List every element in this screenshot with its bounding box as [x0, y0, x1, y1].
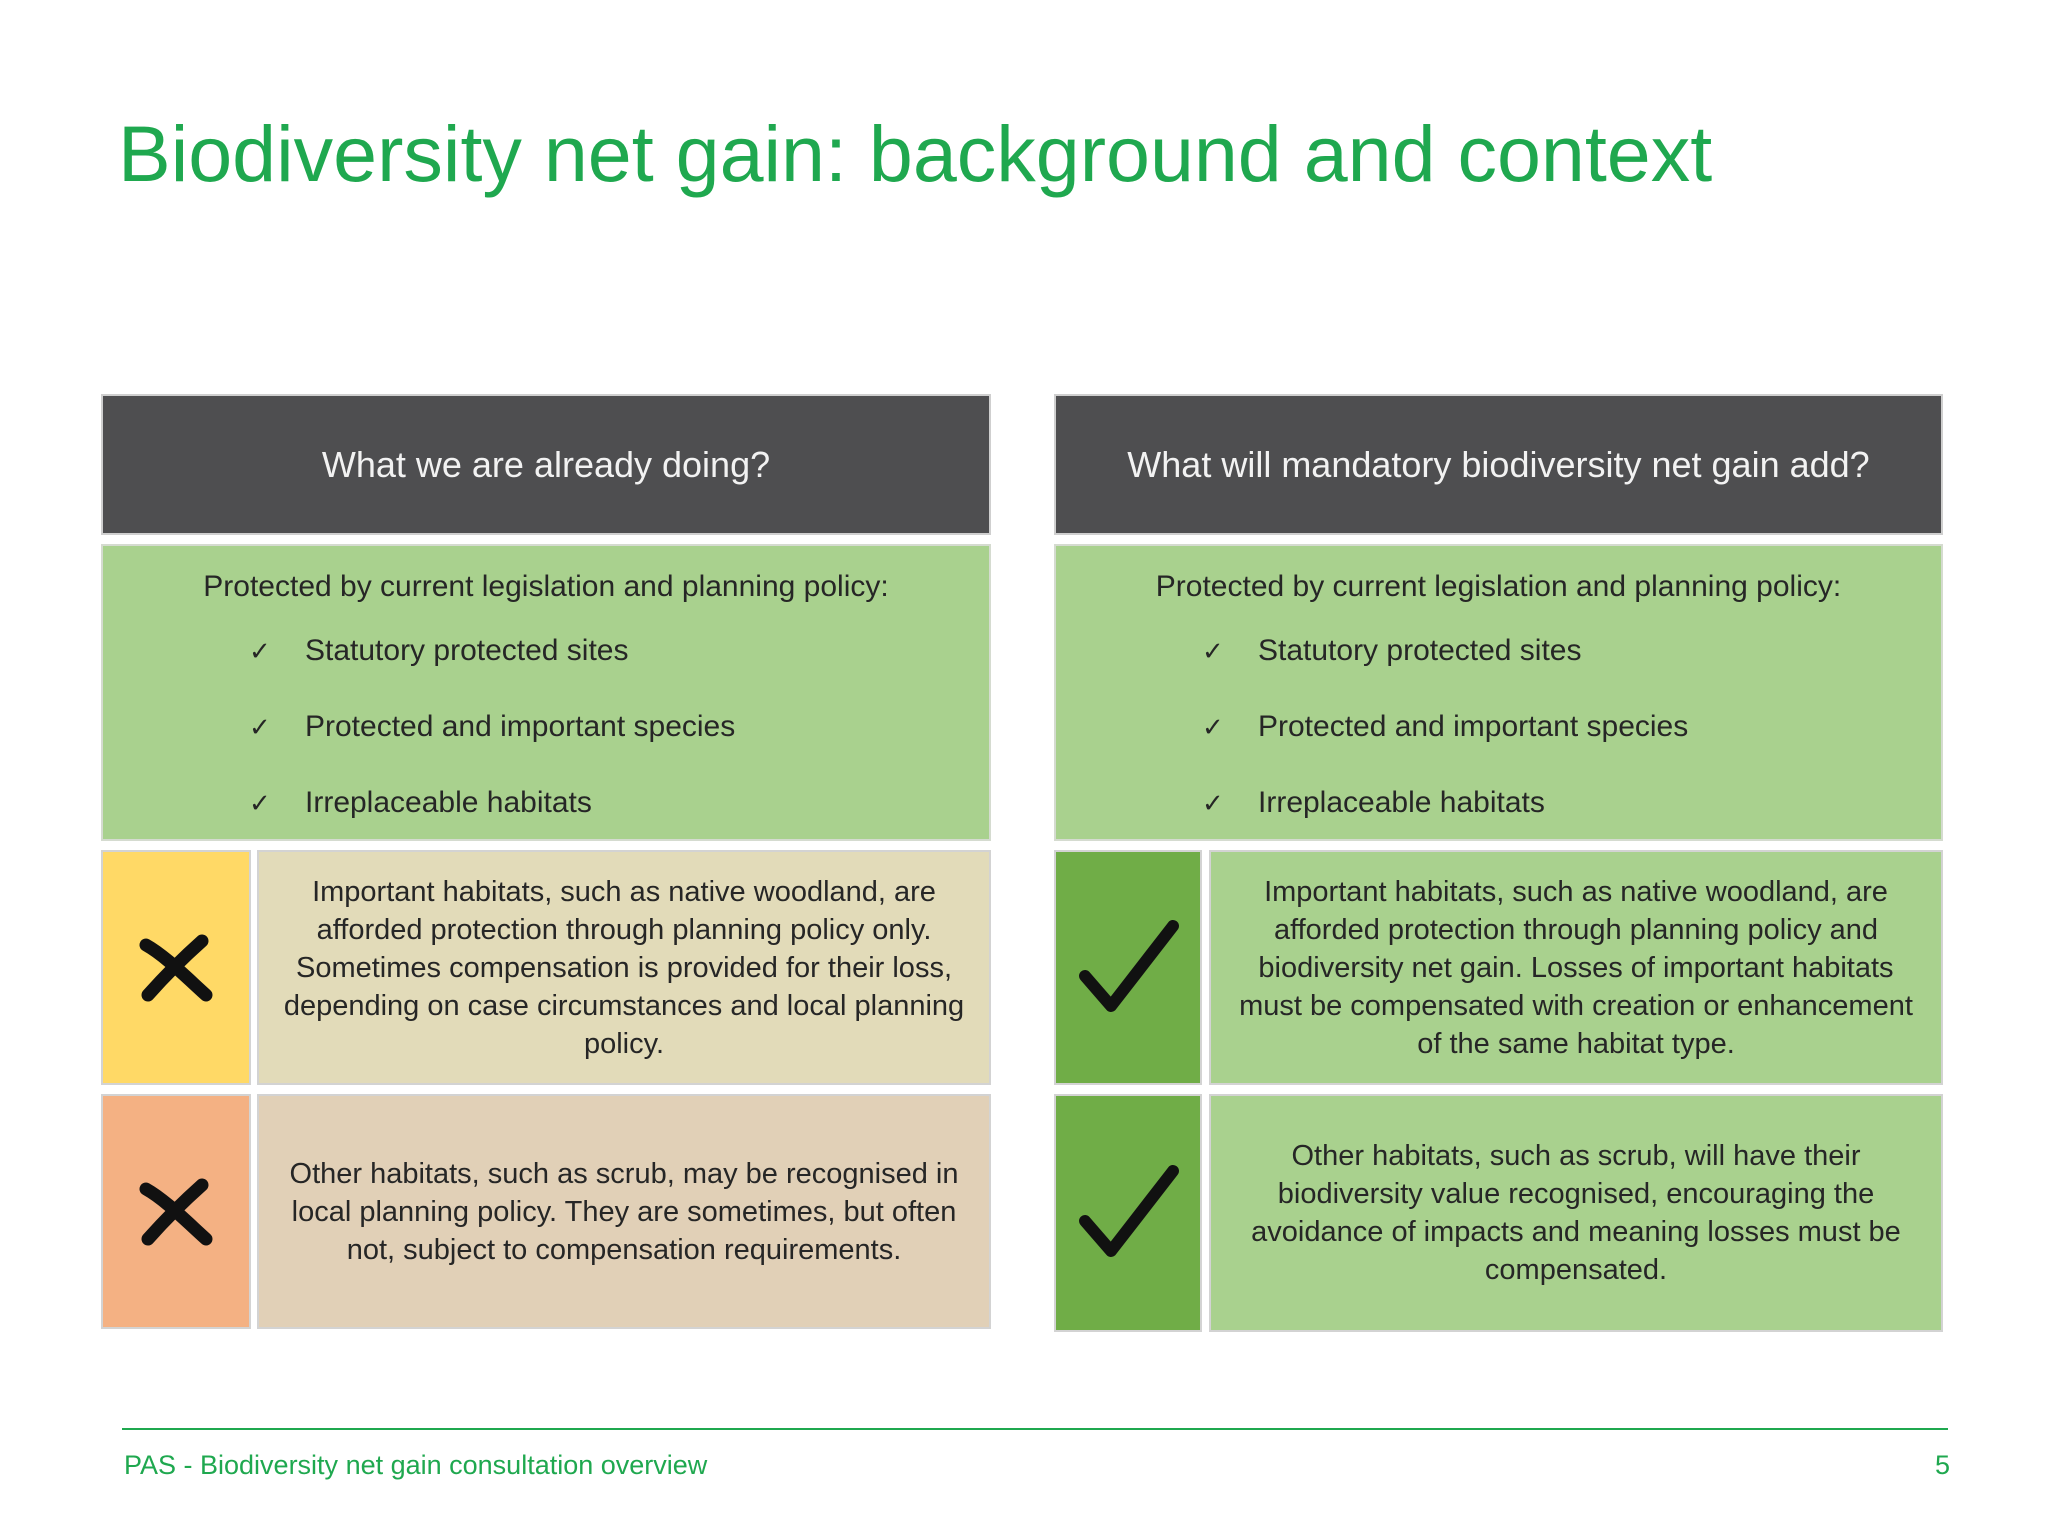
- legal-item-text: Protected and important species: [305, 710, 736, 743]
- right-legal-list: [1202, 634, 1688, 862]
- checkmark-icon: [1073, 918, 1183, 1018]
- right-legal-protection-box: [1056, 546, 1941, 839]
- legal-item-text: Irreplaceable habitats: [305, 786, 592, 819]
- checkmark-icon: ✓: [1202, 788, 1224, 818]
- legal-item-text: Statutory protected sites: [305, 634, 629, 667]
- checkmark-icon: ✓: [249, 788, 271, 818]
- list-item: [249, 710, 735, 786]
- left-row1-text: Important habitats, such as native woodland, are afforded protection through planning policy only. Sometimes compensation is provided for their loss, depending on case circumstances and local planning policy.: [283, 875, 965, 1060]
- slide-title: Biodiversity net gain: background and context: [118, 109, 1713, 198]
- legal-item-text: Irreplaceable habitats: [1258, 786, 1545, 819]
- left-column-header-text: What we are already doing?: [321, 443, 771, 485]
- legal-item-text: Protected and important species: [1258, 710, 1689, 743]
- right-column-header-text: What will mandatory biodiversity net gain add?: [1127, 443, 1870, 485]
- footer-text: PAS - Biodiversity net gain consultation overview: [124, 1450, 708, 1480]
- checkmark-icon: ✓: [1202, 712, 1224, 742]
- left-column-header: [103, 396, 989, 533]
- right-row1-text-box: [1211, 852, 1941, 1083]
- left-row1-status-box: [103, 852, 249, 1083]
- cross-icon: [136, 1177, 216, 1247]
- left-legal-list: [249, 634, 735, 862]
- legal-item-text: Statutory protected sites: [1258, 634, 1582, 667]
- left-row1-text-box: [259, 852, 989, 1083]
- checkmark-icon: ✓: [1202, 636, 1224, 666]
- left-row2-text: Other habitats, such as scrub, may be recognised in local planning policy. They are sometimes, but often not, subject to compensation requirements.: [289, 1157, 959, 1266]
- left-legal-intro: Protected by current legislation and planning policy:: [203, 570, 889, 603]
- right-row1-text: Important habitats, such as native woodland, are afforded protection through planning policy and biodiversity net gain. Losses of important habitats must be compensated with creation or enhancement of the same habitat type.: [1239, 875, 1913, 1060]
- list-item: [249, 786, 735, 862]
- left-row2-text-box: [259, 1096, 989, 1327]
- list-item: [1202, 710, 1688, 786]
- right-row2-status-box: [1056, 1096, 1200, 1330]
- right-row2-text-box: [1211, 1096, 1941, 1330]
- cross-icon: [136, 933, 216, 1003]
- right-column-header: [1056, 396, 1941, 533]
- page-number: 5: [1934, 1450, 1950, 1480]
- right-legal-intro: Protected by current legislation and planning policy:: [1155, 570, 1842, 603]
- checkmark-icon: ✓: [249, 636, 271, 666]
- left-row2-status-box: [103, 1096, 249, 1327]
- right-row1-status-box: [1056, 852, 1200, 1083]
- list-item: [1202, 786, 1688, 862]
- right-row2-text: Other habitats, such as scrub, will have their biodiversity value recognised, encouraging the avoidance of impacts and meaning losses must be compensated.: [1251, 1140, 1901, 1286]
- left-legal-protection-box: [103, 546, 989, 839]
- list-item: [1202, 634, 1688, 710]
- list-item: [249, 634, 735, 710]
- checkmark-icon: [1073, 1163, 1183, 1263]
- checkmark-icon: ✓: [249, 712, 271, 742]
- footer-divider: [122, 1428, 1948, 1430]
